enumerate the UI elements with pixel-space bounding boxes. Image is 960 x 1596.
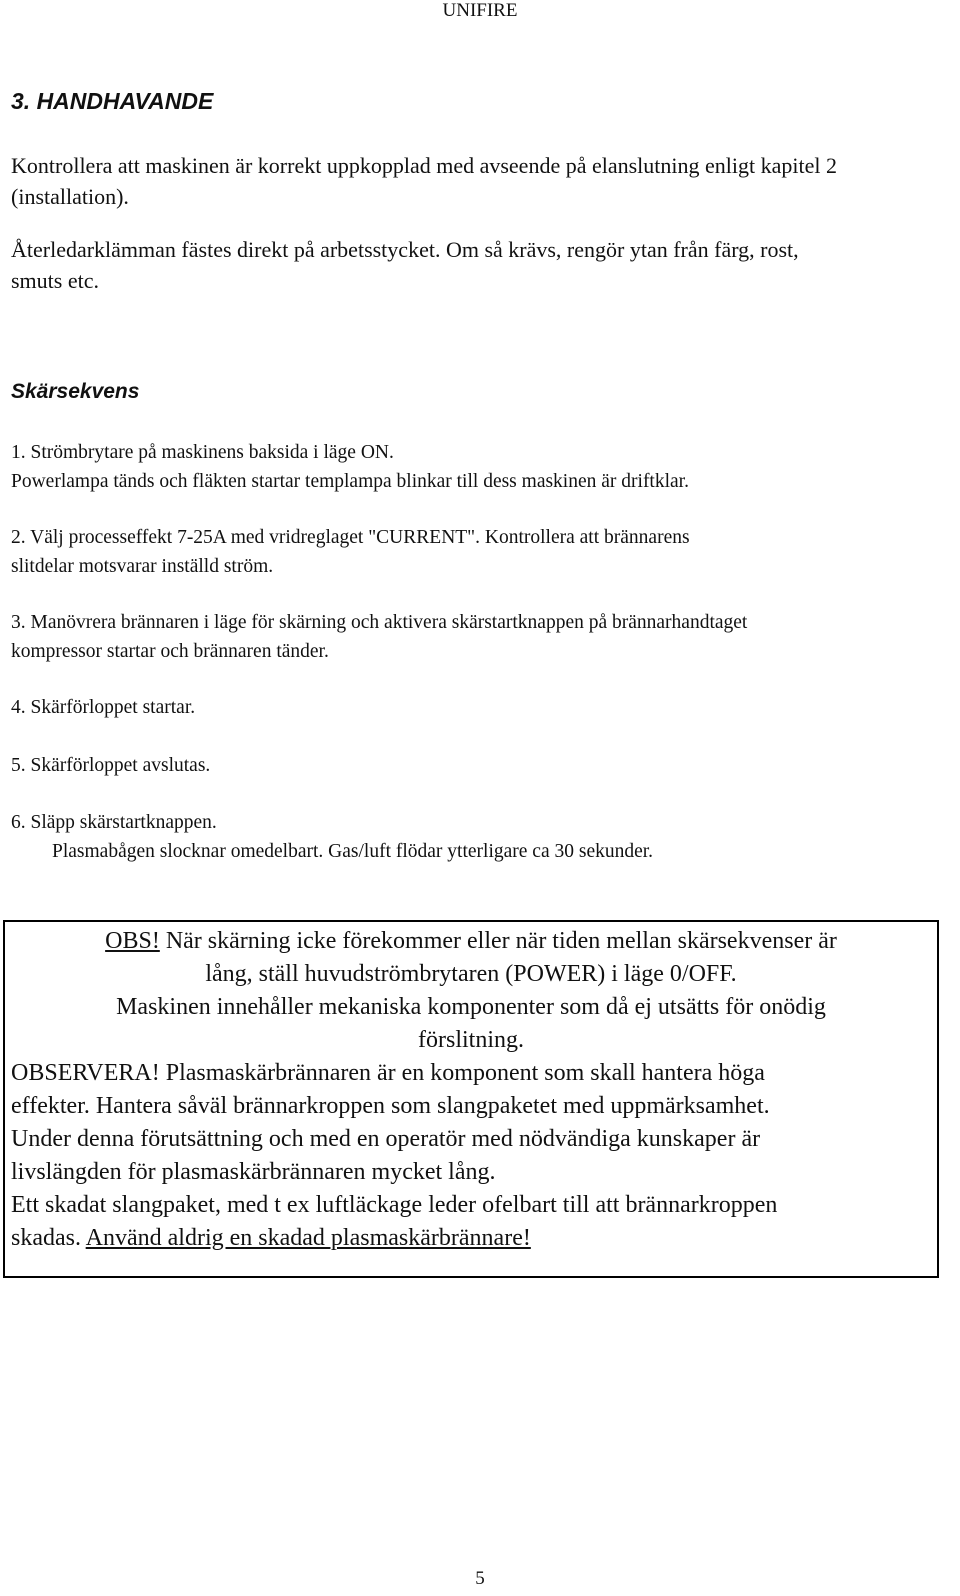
intro-paragraph-line: smuts etc. bbox=[11, 268, 99, 293]
notice-text: När skärning icke förekommer eller när tiden mellan skärsekvenser är bbox=[159, 928, 837, 954]
notice-text: skadas. bbox=[11, 1225, 86, 1251]
notice-line: Ett skadat slangpaket, med t ex luftläckage leder ofelbart till att brännarkroppen bbox=[11, 1192, 778, 1218]
notice-line bbox=[11, 1225, 531, 1252]
notice-line: Maskinen innehåller mekaniska komponenter som då ej utsätts för onödig bbox=[116, 994, 826, 1020]
intro-paragraph-line: Kontrollera att maskinen är korrekt uppkopplad med avseende på elanslutning enligt kapitel 2 bbox=[11, 153, 837, 178]
section-title: 3. HANDHAVANDE bbox=[11, 88, 214, 114]
notice-line: effekter. Hantera såväl brännarkroppen som slangpaketet med uppmärksamhet. bbox=[11, 1093, 770, 1119]
page-number: 5 bbox=[475, 1568, 485, 1589]
step-2-line: 2. Välj processeffekt 7-25A med vridreglaget "CURRENT". Kontrollera att brännarens bbox=[11, 527, 690, 548]
step-2-line: slitdelar motsvarar inställd ström. bbox=[11, 556, 274, 577]
notice-line: Under denna förutsättning och med en operatör med nödvändiga kunskaper är bbox=[11, 1126, 761, 1152]
step-1-line: 1. Strömbrytare på maskinens baksida i läge ON. bbox=[11, 442, 394, 463]
obs-label: OBS! bbox=[105, 928, 160, 954]
intro-paragraph-line: (installation). bbox=[11, 184, 129, 209]
step-5: 5. Skärförloppet avslutas. bbox=[11, 755, 211, 776]
page-header: UNIFIRE bbox=[442, 0, 518, 21]
notice-line: OBSERVERA! Plasmaskärbrännaren är en komponent som skall hantera höga bbox=[11, 1060, 765, 1086]
warning-text: Använd aldrig en skadad plasmaskärbrännare! bbox=[85, 1225, 531, 1251]
notice-box bbox=[3, 920, 939, 1278]
step-6-line: Plasmabågen slocknar omedelbart. Gas/luft flödar ytterligare ca 30 sekunder. bbox=[52, 841, 654, 862]
notice-line: förslitning. bbox=[418, 1027, 524, 1053]
notice-line: livslängden för plasmaskärbrännaren mycket lång. bbox=[11, 1159, 496, 1185]
subsection-title: Skärsekvens bbox=[11, 380, 140, 403]
step-1-line: Powerlampa tänds och fläkten startar templampa blinkar till dess maskinen är driftklar. bbox=[11, 471, 689, 492]
step-4: 4. Skärförloppet startar. bbox=[11, 697, 196, 718]
intro-paragraph-line: Återledarklämman fästes direkt på arbetsstycket. Om så krävs, rengör ytan från färg, rost, bbox=[11, 237, 799, 262]
notice-line bbox=[5, 928, 937, 955]
notice-line: lång, ställ huvudströmbrytaren (POWER) i läge 0/OFF. bbox=[205, 961, 737, 987]
step-3-line: 3. Manövrera brännaren i läge för skärning och aktivera skärstartknappen på brännarhandtaget bbox=[11, 612, 748, 633]
step-6-line: 6. Släpp skärstartknappen. bbox=[11, 812, 217, 833]
step-3-line: kompressor startar och brännaren tänder. bbox=[11, 641, 329, 662]
